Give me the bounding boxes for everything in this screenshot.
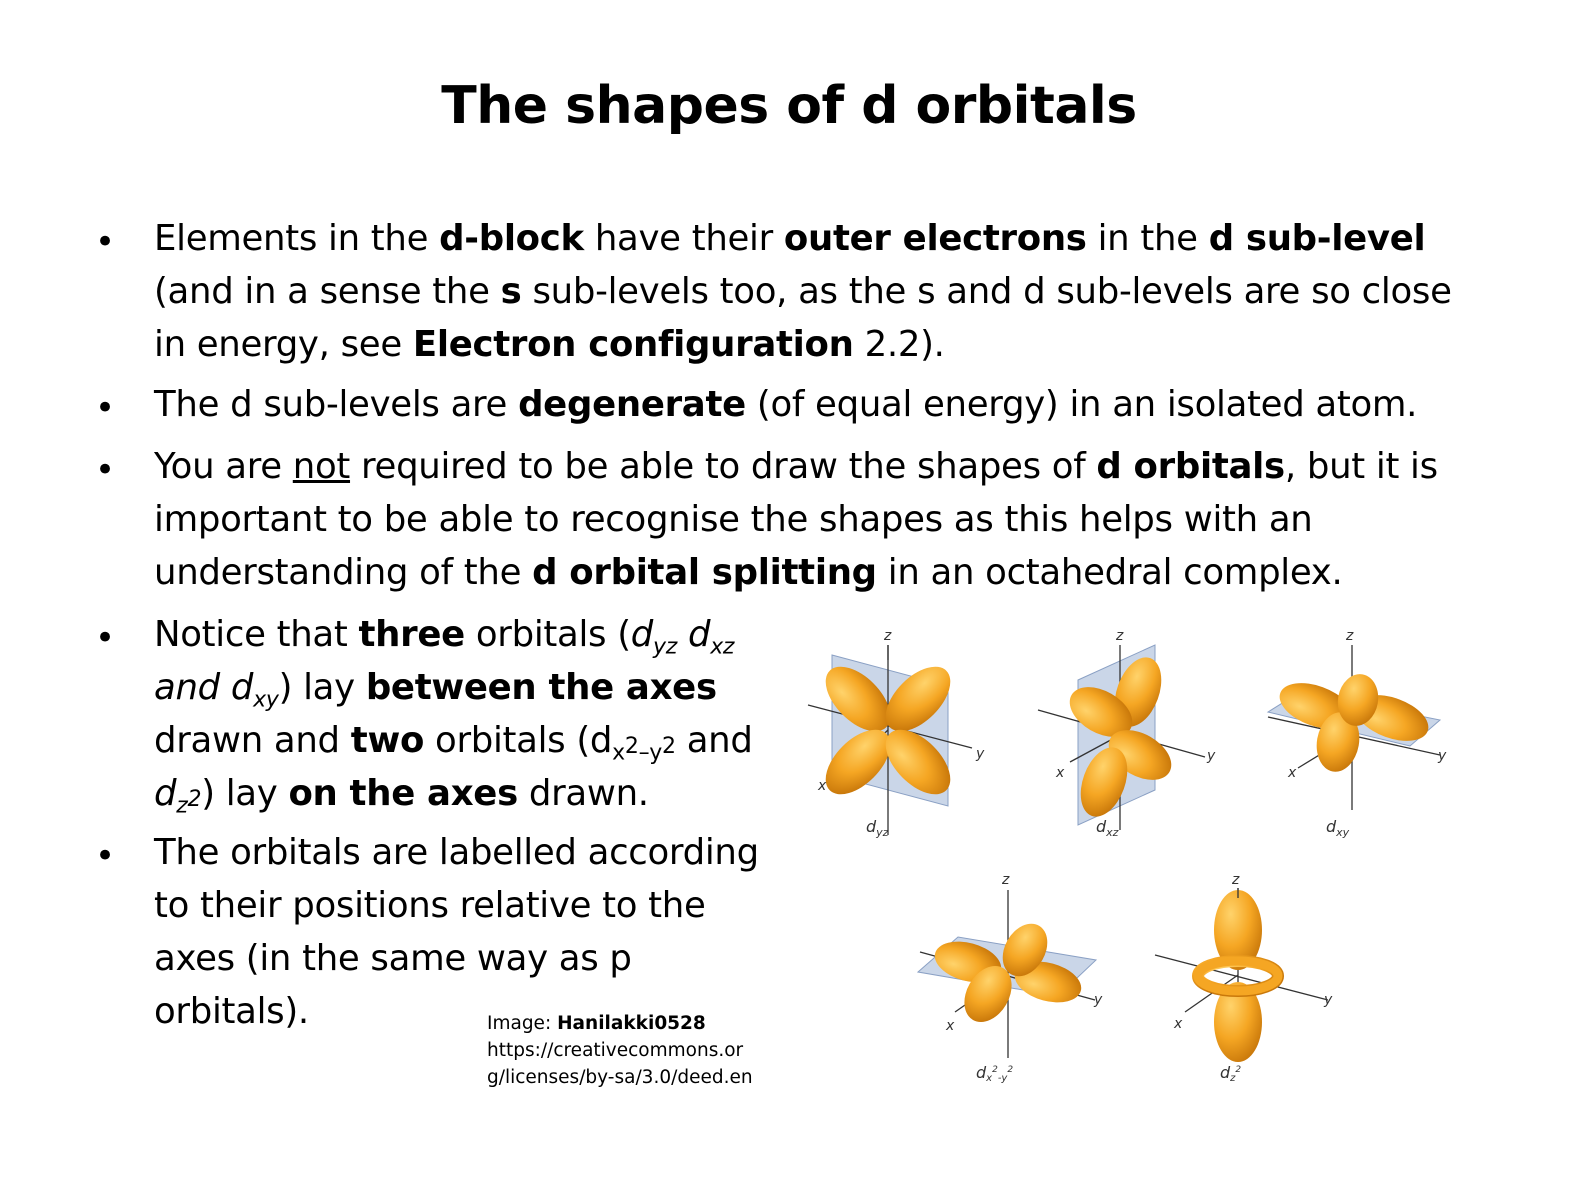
orbital-dz2 bbox=[1155, 872, 1333, 1084]
orbital-dxy bbox=[1268, 628, 1447, 839]
text-run: ) lay bbox=[201, 773, 289, 814]
text-run: The d sub-levels are bbox=[154, 384, 519, 425]
text-run: in the bbox=[1086, 218, 1209, 259]
text-run: 2 bbox=[662, 734, 676, 760]
svg-text:x: x bbox=[1056, 765, 1065, 781]
text-run: Electron configuration bbox=[412, 324, 854, 365]
text-run: and bbox=[675, 720, 753, 761]
text-run: between the axes bbox=[365, 667, 717, 708]
text-run: axes (in the same way as p bbox=[154, 938, 632, 979]
text-run: –y bbox=[638, 740, 663, 766]
svg-text:dz2: $dz^2$ bbox=[1220, 1063, 1242, 1084]
svg-text:z: z bbox=[1116, 628, 1124, 644]
image-credit bbox=[487, 1010, 753, 1091]
svg-text:y: y bbox=[976, 746, 985, 762]
text-run: , but it is bbox=[1284, 446, 1438, 487]
text-run: Notice that bbox=[154, 614, 359, 655]
credit-prefix: Image: bbox=[487, 1013, 558, 1034]
bullet-marker: • bbox=[95, 836, 116, 876]
text-run: and d bbox=[154, 667, 254, 708]
text-run: xy bbox=[253, 687, 279, 713]
text-run: two bbox=[350, 720, 425, 761]
text-run: important to be able to recognise the shapes as this helps with an bbox=[154, 499, 1313, 540]
orbital-dx2y2 bbox=[918, 872, 1103, 1084]
svg-text:dxz: $d_{xz}$ bbox=[1096, 817, 1119, 839]
credit-url-line1: https://creativecommons.or bbox=[487, 1040, 744, 1061]
svg-text:dx2-y2: $dx^2_{-y}^2$ bbox=[976, 1063, 1014, 1084]
text-run: x bbox=[612, 740, 625, 766]
bullet-marker: • bbox=[95, 450, 116, 490]
svg-text:x: x bbox=[946, 1018, 955, 1034]
text-run: understanding of the bbox=[154, 552, 533, 593]
text-run: to their positions relative to the bbox=[154, 885, 706, 926]
text-run: d orbitals bbox=[1096, 446, 1285, 487]
svg-text:z: z bbox=[1232, 872, 1240, 888]
credit-url-line2: g/licenses/by-sa/3.0/deed.en bbox=[487, 1067, 753, 1088]
text-run: outer electrons bbox=[783, 218, 1087, 259]
text-run: yz bbox=[653, 634, 677, 660]
text-run: orbitals). bbox=[154, 991, 309, 1032]
text-run: (of equal energy) in an isolated atom. bbox=[745, 384, 1418, 425]
text-run: sub-levels too, as the s and d sub-levels are so close bbox=[521, 271, 1452, 312]
bullet-marker: • bbox=[95, 222, 116, 262]
text-run: You are bbox=[154, 446, 293, 487]
svg-text:x: x bbox=[1174, 1016, 1183, 1032]
svg-text:y: y bbox=[1094, 992, 1103, 1008]
svg-text:x: x bbox=[818, 778, 827, 794]
text-run: xz bbox=[710, 634, 735, 660]
text-run: Elements in the bbox=[154, 218, 440, 259]
text-run: 2 bbox=[187, 787, 202, 813]
svg-text:x: x bbox=[1288, 765, 1297, 781]
credit-author: Hanilakki0528 bbox=[557, 1013, 706, 1034]
orbital-dyz bbox=[808, 628, 985, 839]
slide-title: The shapes of d orbitals bbox=[441, 76, 1137, 136]
text-run: three bbox=[358, 614, 465, 655]
text-run: in an octahedral complex. bbox=[876, 552, 1343, 593]
text-run: d bbox=[687, 614, 711, 655]
text-run: d-block bbox=[439, 218, 584, 259]
text-run: d sub-level bbox=[1208, 218, 1426, 259]
text-run: on the axes bbox=[288, 773, 518, 814]
bullet-marker: • bbox=[95, 388, 116, 428]
orbital-dxz bbox=[1038, 628, 1216, 839]
text-run: s bbox=[500, 271, 522, 312]
svg-text:y: y bbox=[1207, 748, 1216, 764]
text-run: d orbital splitting bbox=[532, 552, 877, 593]
bullet-marker: • bbox=[95, 618, 116, 658]
text-run: drawn. bbox=[517, 773, 649, 814]
text-run: in energy, see bbox=[154, 324, 413, 365]
text-run: ) lay bbox=[278, 667, 366, 708]
text-run: 2.2). bbox=[853, 324, 945, 365]
svg-text:z: z bbox=[884, 628, 892, 644]
text-run: degenerate bbox=[518, 384, 746, 425]
text-run: orbitals (d bbox=[424, 720, 613, 761]
text-run: The orbitals are labelled according bbox=[154, 832, 759, 873]
svg-text:z: z bbox=[1002, 872, 1010, 888]
text-run: have their bbox=[583, 218, 784, 259]
text-run: drawn and bbox=[154, 720, 351, 761]
text-run: not bbox=[292, 446, 351, 487]
svg-text:z: z bbox=[1346, 628, 1354, 644]
svg-text:dxy: $d_{xy}$ bbox=[1326, 817, 1350, 839]
text-run: (and in a sense the bbox=[154, 271, 501, 312]
text-run: d bbox=[630, 614, 653, 655]
text-run: d bbox=[154, 773, 177, 814]
svg-text:dyz: $d_{yz}$ bbox=[866, 817, 889, 839]
svg-text:y: y bbox=[1324, 992, 1333, 1008]
text-run: 2 bbox=[624, 734, 639, 760]
text-run: orbitals ( bbox=[464, 614, 631, 655]
text-run: required to be able to draw the shapes of bbox=[350, 446, 1097, 487]
text-run: z bbox=[176, 793, 188, 819]
svg-text:y: y bbox=[1438, 748, 1447, 764]
